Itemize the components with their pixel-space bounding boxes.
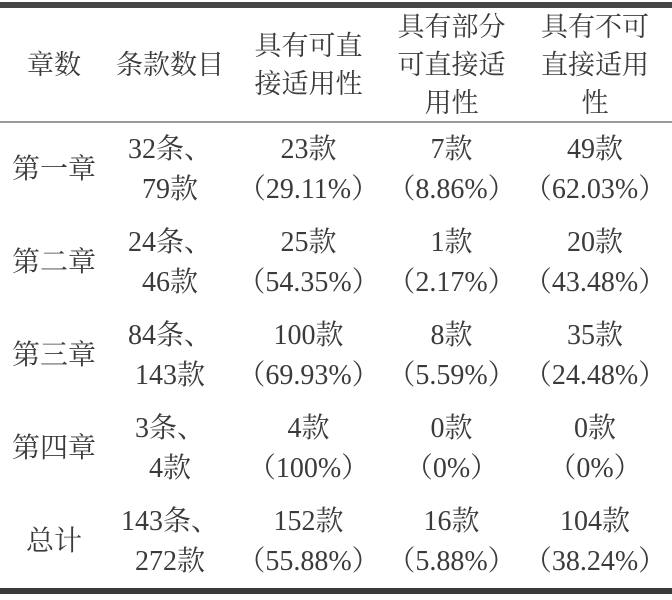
header-label: 章数 xyxy=(27,50,81,80)
cell-not-applicable: 104款 （38.24%） xyxy=(523,505,667,577)
header-cell-directly-applicable xyxy=(232,8,385,122)
cell-clause-count: 3条、 4款 xyxy=(134,412,205,484)
cell-not-applicable: 20款 （43.48%） xyxy=(523,226,667,298)
cell-clause-count: 143条、 272款 xyxy=(120,505,219,577)
cell-partially-applicable: 0款 （0%） xyxy=(404,412,499,484)
cell-partially-applicable: 7款 （8.86%） xyxy=(387,133,516,205)
cell-partially-applicable: 16款 （5.88%） xyxy=(387,505,516,577)
header-label: 性 xyxy=(581,88,609,118)
cell-clause-count: 24条、 46款 xyxy=(127,226,212,298)
table-header-row xyxy=(0,8,672,121)
table-row xyxy=(0,216,672,309)
cell-clause-count: 84条、 143款 xyxy=(127,319,212,391)
cell-not-applicable: 0款 （0%） xyxy=(548,412,642,484)
header-label: 具有部分 xyxy=(397,12,506,42)
table-row-total xyxy=(0,495,672,588)
cell-not-applicable: 35款 （24.48%） xyxy=(523,319,667,391)
cell-directly-applicable: 152款 （55.88%） xyxy=(237,505,380,577)
cell-chapter: 第一章 xyxy=(11,153,96,185)
cell-chapter: 总计 xyxy=(25,525,82,557)
table-row xyxy=(0,309,672,402)
header-label: 具有不可 xyxy=(541,12,649,42)
cell-clause-count: 32条、 79款 xyxy=(127,133,212,205)
header-cell-not-applicable xyxy=(518,8,672,122)
header-cell-clause-count xyxy=(108,8,232,122)
header-label: 接适用性 xyxy=(254,69,363,99)
table-body xyxy=(0,123,672,588)
cell-partially-applicable: 1款 （2.17%） xyxy=(387,226,516,298)
cell-directly-applicable: 25款 （54.35%） xyxy=(237,226,380,298)
cell-chapter: 第四章 xyxy=(11,432,96,464)
table-row xyxy=(0,123,672,216)
cell-not-applicable: 49款 （62.03%） xyxy=(523,133,667,205)
header-cell-chapter xyxy=(0,8,108,122)
cell-chapter: 第二章 xyxy=(11,246,96,278)
header-cell-partially-applicable xyxy=(385,8,518,122)
cell-directly-applicable: 4款 （100%） xyxy=(247,412,370,484)
table-bottom-border xyxy=(0,588,672,594)
header-label: 可直接适 xyxy=(397,50,506,80)
cell-chapter: 第三章 xyxy=(11,339,96,371)
header-label: 直接适用 xyxy=(541,50,649,80)
table-row xyxy=(0,402,672,495)
header-label: 具有可直 xyxy=(254,31,363,61)
cell-directly-applicable: 100款 （69.93%） xyxy=(237,319,380,391)
cell-partially-applicable: 8款 （5.59%） xyxy=(387,319,516,391)
header-label: 条款数目 xyxy=(116,50,224,80)
header-label: 用性 xyxy=(424,88,479,118)
cell-directly-applicable: 23款 （29.11%） xyxy=(237,133,380,205)
